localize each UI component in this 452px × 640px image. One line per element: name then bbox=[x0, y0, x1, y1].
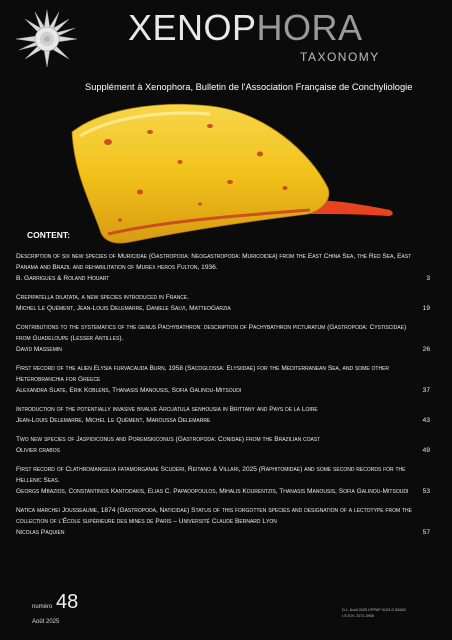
issue-date: Août 2025 bbox=[32, 619, 60, 625]
legal-line-2: I.S.S.N. 2271-0906 bbox=[342, 614, 375, 618]
masthead-title-fade: HORA bbox=[256, 7, 363, 48]
toc-entry-page: 49 bbox=[422, 447, 430, 454]
cone-shell-photo bbox=[60, 92, 400, 252]
legal-line-1: D.L. Août 2025 CPPAP 0123 G 82662 bbox=[342, 608, 406, 612]
content-heading: CONTENT: bbox=[27, 230, 70, 240]
toc-entry bbox=[16, 292, 436, 314]
masthead-subtitle: TAXONOMY bbox=[300, 50, 380, 64]
issue-number: 48 bbox=[56, 591, 79, 613]
toc-entry-page: 3 bbox=[426, 275, 430, 282]
toc-entry-page: 19 bbox=[422, 305, 430, 312]
toc-entry-authors: Alexandra Slate, Erik Koblens, Thanasis Manousis, Sofia Galinou-Mitsoudi bbox=[16, 387, 242, 394]
toc-entry-page: 26 bbox=[422, 346, 430, 353]
issue-label: numéro bbox=[32, 604, 53, 610]
toc-entry bbox=[16, 404, 436, 426]
toc-entry-page: 57 bbox=[422, 529, 430, 536]
toc-entry-title: First record of Clathromangelia fatamorganae Scuderi, Reitano & Villari, 2025 (Raphitomidae) and some second records for the Hellenic Seas. bbox=[16, 466, 406, 484]
masthead-title-strong: XENOP bbox=[128, 7, 257, 48]
toc-entry-page: 37 bbox=[422, 387, 430, 394]
toc-entry-page: 43 bbox=[422, 417, 430, 424]
toc-entry-authors: B. Garrigues & Roland Houart bbox=[16, 275, 110, 282]
toc-entry-authors: David Massemin bbox=[16, 346, 62, 353]
masthead-title bbox=[128, 8, 378, 48]
toc-entry-title: First record of the alien Elysia furvacauda Burn, 1958 (Sacoglossa: Elysiidae) for the Mediterranean Sea, and some other Heterobranchia for Greece bbox=[16, 365, 389, 383]
toc-entry-title: Natica marchei Jousseaume, 1874 (Gastropoda, Naticidae) Status of this forgotten species and designation of a lectotype from the collection of l'École supérieure des mines de Paris – Université Claude Bernard Lyon bbox=[16, 507, 412, 525]
toc-entry bbox=[16, 251, 436, 284]
xenophora-logo-shell-icon bbox=[12, 8, 82, 70]
legal-info bbox=[342, 607, 442, 619]
toc-entry-page: 53 bbox=[422, 488, 430, 495]
supplement-line: Supplément à Xenophora, Bulletin de l'Association Française de Conchyliologie bbox=[85, 82, 413, 92]
toc-entry-authors: Olivier crabos bbox=[16, 447, 60, 454]
toc-entry-title: Crepipatella dilatata, a new species introduced in France. bbox=[16, 294, 190, 301]
toc-entry-title: Two new species of Jaspidiconus and Poremskiconus (Gastropoda: Conidae) from the Brazilian coast bbox=[16, 436, 321, 443]
toc-entry-title: Description of six new species of Muricidae (Gastropoda: Neogastropoda: Muricoidea) from the East China Sea, the Red Sea, East Panama and Brazil and rehabilitation of Murex heros Fulton, 1936. bbox=[16, 253, 412, 271]
toc-entry-title: Contributions to the systematics of the genus Pachybathron: description of Pachybathron picturatum (Gastropoda: Cystiscidae) from Guadeloupe (Lesser Antilles). bbox=[16, 324, 407, 342]
toc-entry-title: Introduction of the potentially invasive bivalve Arcuatula senhousia in Brittany and Pays de la Loire bbox=[16, 406, 318, 413]
toc-entry bbox=[16, 434, 436, 456]
toc-entry bbox=[16, 363, 436, 396]
toc-entry-authors: Georgs Mbazios, Constantinos Kantodakis, Elias C. Papadopoulos, Mihalis Kourentzis, Thanasis Manousis, Sofia Galinou-Mitsoudi bbox=[16, 488, 409, 495]
toc-entry-authors: Michel Le Quément, Jean-Louis Delemarre, Daniele Salvi, MatteoGarzia bbox=[16, 305, 231, 312]
toc-entry bbox=[16, 464, 436, 497]
toc-entry bbox=[16, 322, 436, 355]
toc-entry bbox=[16, 505, 436, 538]
toc-entry-authors: Jean-Louis Delemarre, Michel Le Quément, Maroussa Delemarre bbox=[16, 417, 211, 424]
toc-entry-authors: Nicolas Paquien bbox=[16, 529, 65, 536]
table-of-contents bbox=[16, 251, 436, 538]
